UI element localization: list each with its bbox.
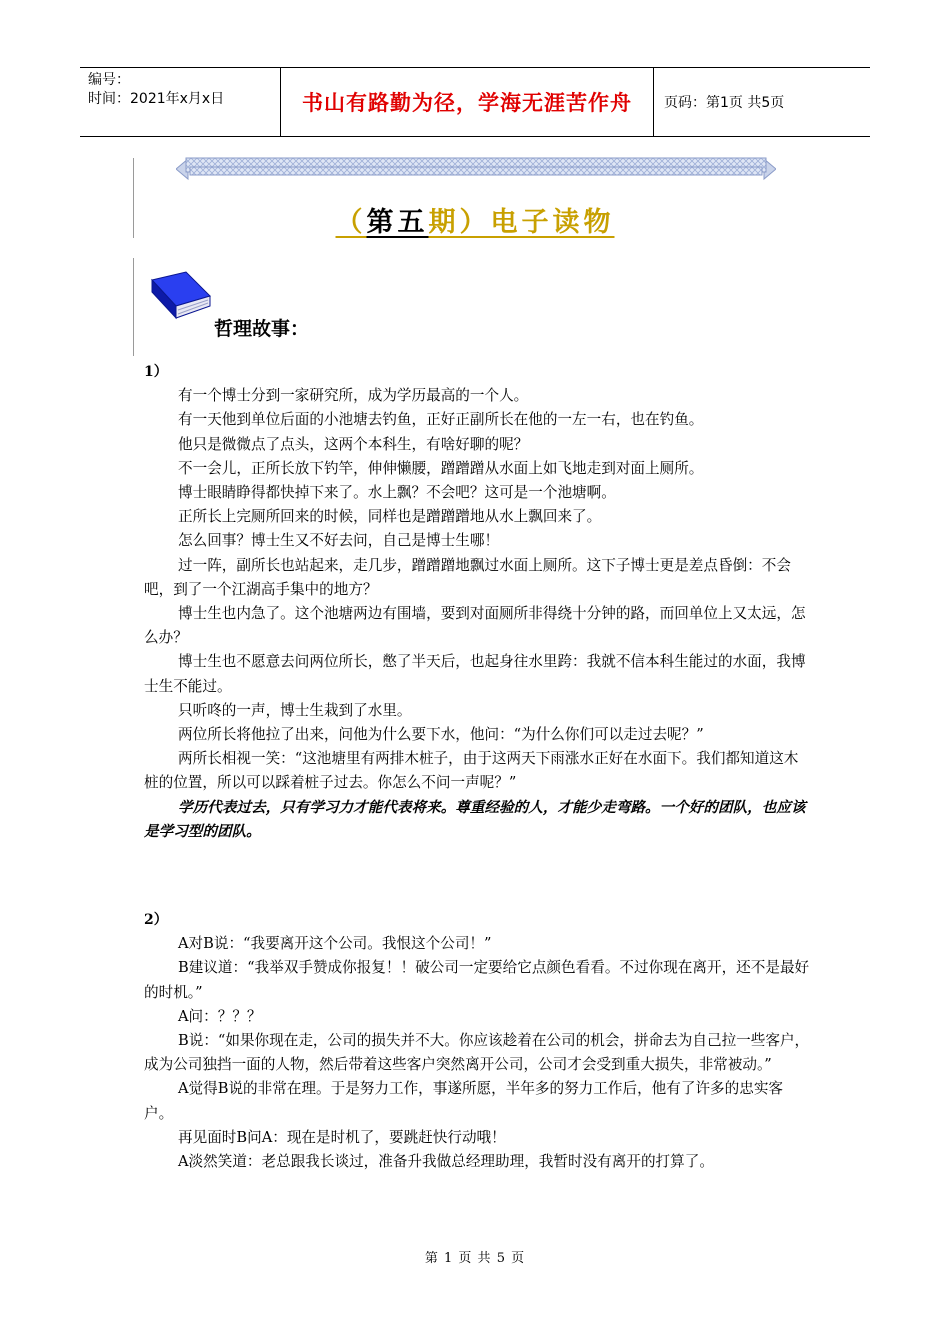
page-title <box>0 200 950 239</box>
paragraph: 过一阵，副所长也站起来，走几步，蹭蹭蹭地飘过水面上厕所。这下子博士更是差点昏倒：不会吧，到了一个江湖高手集中的地方？ <box>144 556 791 598</box>
paragraph: 有一个博士分到一家研究所，成为学历最高的一个人。 <box>178 387 529 405</box>
section-title: 哲理故事： <box>214 318 310 340</box>
title-open-paren: （ <box>335 207 367 238</box>
story-2 <box>144 908 812 1174</box>
paragraph: 博士眼睛睁得都快掉下来了。水上飘？不会吧？这可是一个池塘啊。 <box>178 484 616 502</box>
paragraph: B说：“如果你现在走，公司的损失并不大。你应该趁着在公司的机会，拼命去为自己拉一些客户，成为公司独挡一面的人物，然后带着这些客户突然离开公司，公司才会受到重大损失，非常被动。” <box>144 1032 810 1074</box>
story-moral: 学历代表过去，只有学习力才能代表将来。尊重经验的人，才能少走弯路。一个好的团队，也应该是学习型的团队。 <box>144 798 806 840</box>
book-icon <box>150 270 212 322</box>
header-meta <box>80 68 280 136</box>
paragraph: A觉得B说的非常在理。于是努力工作，事遂所愿，半年多的努力工作后，他有了许多的忠实客户。 <box>144 1080 784 1122</box>
paragraph: A淡然笑道：老总跟我长谈过，准备升我做总经理助理，我暂时没有离开的打算了。 <box>178 1153 714 1171</box>
paragraph: B建议道：“我举双手赞成你报复！！破公司一定要给它点颜色看看。不过你现在离开，还不是最好的时机。” <box>144 959 810 1001</box>
paragraph: 再见面时B问A：现在是时机了，要跳赶快行动哦！ <box>178 1128 506 1146</box>
paragraph: A问：？？？ <box>178 1007 262 1025</box>
paragraph: 怎么回事？博士生又不好去问，自己是博士生哪！ <box>178 532 500 550</box>
decorative-banner <box>176 155 776 183</box>
paragraph: 正所长上完厕所回来的时候，同样也是蹭蹭蹭地从水上飘回来了。 <box>178 508 602 526</box>
document-number-label: 编号： <box>88 72 130 88</box>
paragraph: 他只是微微点了点头，这两个本科生，有啥好聊的呢？ <box>178 435 529 453</box>
page-footer: 第 1 页 共 5 页 <box>424 1251 526 1266</box>
paragraph: 只听咚的一声，博士生栽到了水里。 <box>178 701 412 719</box>
document-time-label: 时间：2021年x月x日 <box>88 91 225 107</box>
paragraph: 不一会儿，正所长放下钓竿，伸伸懒腰，蹭蹭蹭从水面上如飞地走到对面上厕所。 <box>178 459 704 477</box>
paragraph: 两所长相视一笑：“这池塘里有两排木桩子，由于这两天下雨涨水正好在水面下。我们都知道这木桩的位置，所以可以踩着桩子过去。你怎么不问一声呢？” <box>144 750 799 792</box>
title-part-1: 第五 <box>366 207 429 238</box>
paragraph: 博士生也不愿意去问两位所长，憋了半天后，也起身往水里跨：我就不信本科生能过的水面，我博士生不能过。 <box>144 653 806 695</box>
left-rule-bottom <box>133 258 134 356</box>
story-number: 2） <box>144 912 168 928</box>
header-page-info: 页码：第1页 共5页 <box>664 95 785 111</box>
paragraph: A对B说：“我要离开这个公司。我恨这个公司！” <box>178 935 492 953</box>
title-part-2: 期）电子读物 <box>428 207 615 238</box>
header-motto: 书山有路勤为径，学海无涯苦作舟 <box>280 68 654 136</box>
paragraph: 博士生也内急了。这个池塘两边有围墙，要到对面厕所非得绕十分钟的路，而回单位上又太远，怎么办？ <box>144 605 806 647</box>
paragraph: 有一天他到单位后面的小池塘去钓鱼，正好正副所长在他的一左一右，也在钓鱼。 <box>178 411 704 429</box>
story-1 <box>144 360 812 844</box>
story-number: 1） <box>144 364 168 380</box>
header-table <box>80 67 870 137</box>
paragraph: 两位所长将他拉了出来，问他为什么要下水，他问：“为什么你们可以走过去呢？” <box>178 726 704 744</box>
